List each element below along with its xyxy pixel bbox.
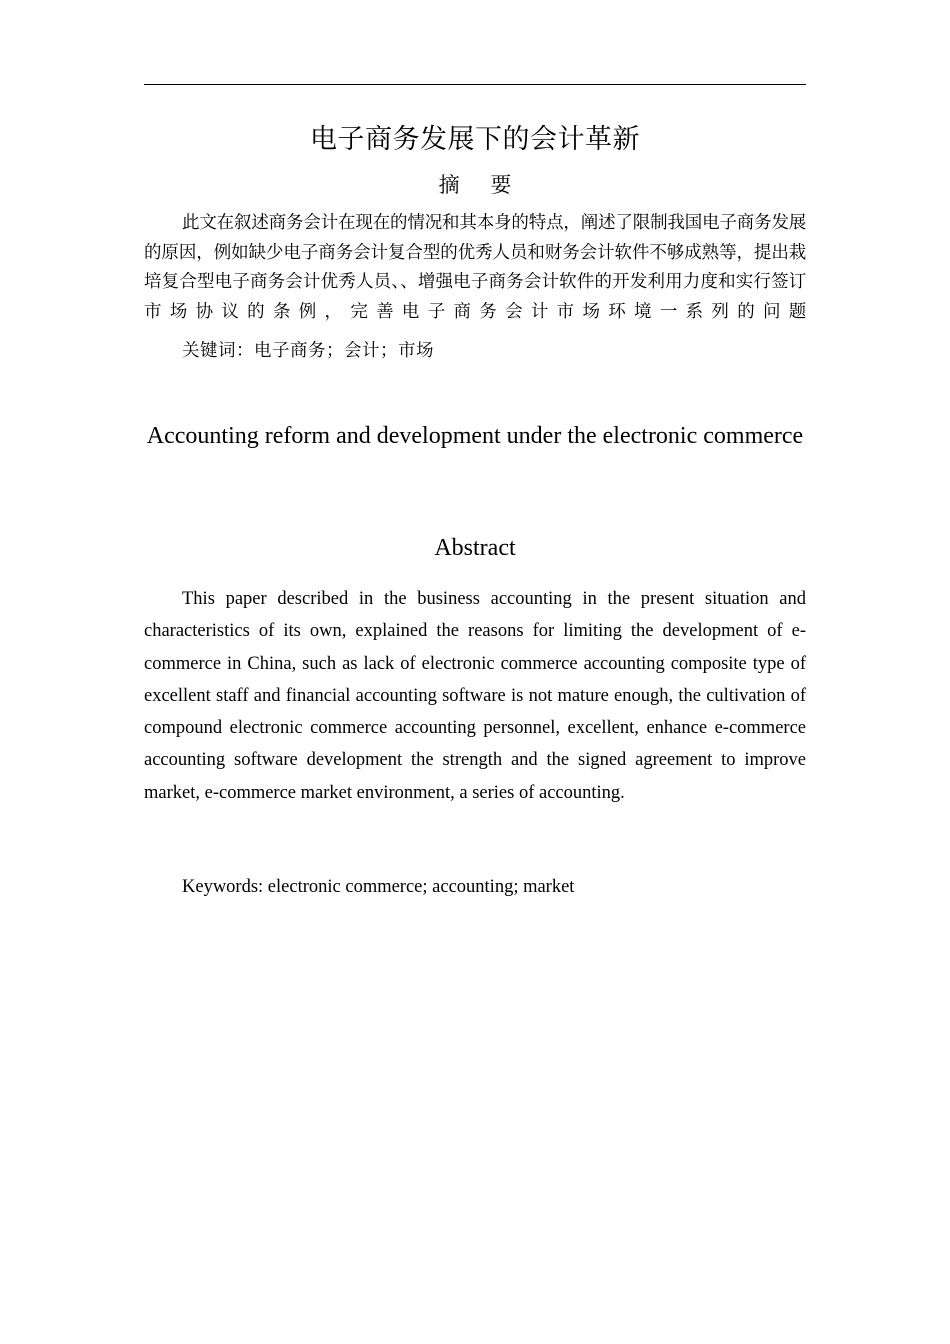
chinese-title: 电子商务发展下的会计革新 bbox=[310, 124, 640, 155]
english-title: Accounting reform and development under the electronic commerce bbox=[146, 423, 804, 449]
english-abstract-body: This paper described in the business accounting in the present situation and characteristics of its own, explained the reasons for limiting the development of e-commerce in China, such as lack of electronic commerce accounting composite type of excellent staff and financial accounting software is not mature enough, the cultivation of compound electronic commerce accounting personnel, excellent, enhance e-commerce accounting software development the strength and the signed agreement to improve market, e-commerce market environment, a series of accounting. bbox=[144, 589, 806, 803]
chinese-abstract-body: 此文在叙述商务会计在现在的情况和其本身的特点，阐述了限制我国电子商务发展的原因，例如缺少电子商务会计复合型的优秀人员和财务会计软件不够成熟等，提出栽培复合型电子商务会计优秀人员、、增强电子商务会计软件的开发利用力度和实行签订市场协议的条例，完善电子商务会计市场环境一系列的问题 bbox=[144, 213, 806, 322]
header-rule bbox=[144, 84, 806, 85]
english-keywords: Keywords: electronic commerce; accounting; market bbox=[182, 877, 575, 897]
chinese-abstract-heading: 摘 要 bbox=[438, 173, 524, 197]
english-abstract-heading: Abstract bbox=[434, 535, 516, 561]
chinese-keywords: 关键词：电子商务；会计；市场 bbox=[182, 341, 434, 361]
